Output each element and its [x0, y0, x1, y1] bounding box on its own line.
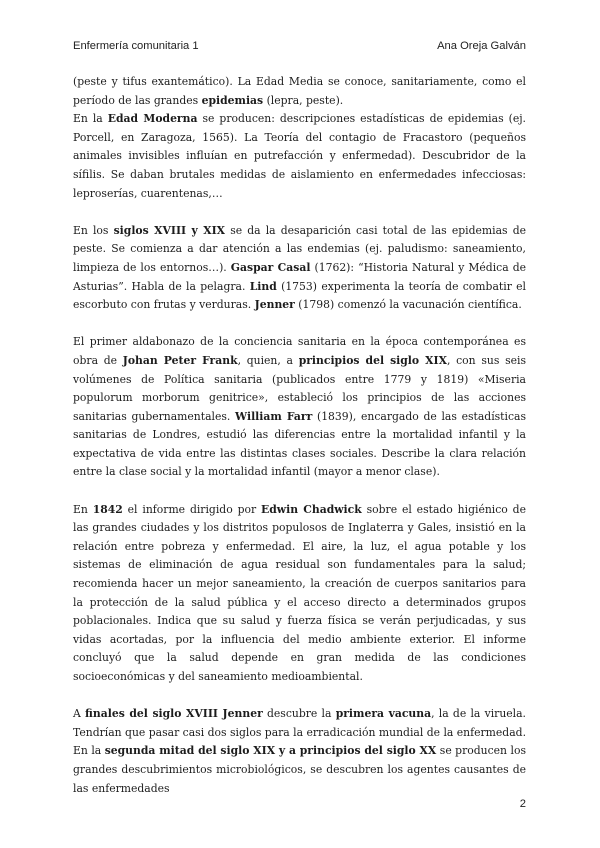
text-segment: , con sus seis volúmenes de Política sanitaria (publicados entre 1779 y 1819) «Miseria populorum morborum genitrice», estableció los principios de las acciones sanitarias gubernamentales.	[73, 353, 526, 423]
bold-text: Edad Moderna	[107, 112, 198, 126]
bold-text: epidemias	[201, 93, 264, 107]
paragraph	[73, 222, 526, 315]
text-segment: se producen los grandes descubrimientos microbiológicos, se descubren los agentes causantes de las enfermedades	[73, 744, 526, 795]
text-segment: (lepra, peste).	[263, 93, 344, 107]
header-author: Ana Oreja Galván	[437, 40, 526, 52]
text-segment: (1753) experimenta la teoría de combatir el escorbuto con frutas y verduras.	[73, 279, 526, 312]
text-segment: el informe dirigido por	[122, 502, 262, 516]
text-segment: En los	[73, 223, 114, 237]
text-segment: En la	[73, 112, 108, 126]
bold-text: Edwin Chadwick	[261, 502, 362, 516]
text-segment: En	[73, 502, 93, 516]
text-segment: (1798) comenzó la vacunación científica.	[294, 298, 522, 312]
bold-text: primera vacuna	[335, 707, 432, 721]
paragraph	[73, 110, 526, 203]
paragraph	[73, 705, 526, 798]
paragraph	[73, 501, 526, 687]
bold-text: 1842	[92, 502, 123, 516]
paragraph	[73, 333, 526, 482]
bold-text: segunda mitad del siglo XIX y a principios del siglo XX	[104, 744, 437, 758]
text-segment: (1839), encargado de las estadísticas sanitarias de Londres, estudió las diferencias entre la mortalidad infantil y la expectativa de vida entre las distintas clases sociales. Describe la clara relación entre la clase social y la mortalidad infantil (mayor a menor clase).	[73, 409, 527, 479]
bold-text: finales del siglo XVIII Jenner	[85, 707, 263, 721]
text-segment: A	[73, 707, 86, 721]
text-segment: sobre el estado higiénico de las grandes ciudades y los distritos populosos de Inglaterra y Gales, insistió en la relación entre pobreza y enfermedad. El aire, la luz, el agua potable y los sistemas de eliminación de agua residual son fundamentales para la salud; recomienda hacer un mejor saneamiento, la creación de cuerpos sanitarios para la protección de la salud pública y el acceso directo a determinados grupos poblacionales. Indica que su salud y fuerza física se verán perjudicadas, y sus vidas acortadas, por la influencia del medio ambiente exterior. El informe concluyó que la salud depende en gran medida de las condiciones socioeconómicas y del saneamiento medioambiental.	[73, 502, 526, 683]
header-course-title: Enfermería comunitaria 1	[73, 40, 199, 52]
text-segment: , la de la viruela. Tendrían que pasar casi dos siglos para la erradicación mundial de la enfermedad. En la	[73, 707, 526, 758]
bold-text: principios del siglo XIX	[298, 353, 447, 367]
text-segment: , quien, a	[237, 353, 299, 367]
text-segment: El primer aldabonazo de la conciencia sanitaria en la época contemporánea es obra de	[73, 335, 526, 367]
text-segment: se producen: descripciones estadísticas de epidemias (ej. Porcell, en Zaragoza, 1565). La Teoría del contagio de Fracastoro (pequeños animales invisibles influían en putrefacción y enfermedad). Descubridor de la sífilis. Se daban brutales medidas de aislamiento en enfermedades infecciosas: leproserías, cuarentenas,…	[73, 112, 526, 200]
page-number: 2	[519, 798, 526, 810]
paragraph-spacer	[73, 315, 526, 334]
bold-text: Gaspar Casal	[230, 260, 311, 274]
text-segment: (peste y tifus exantemático). La Edad Media se conoce, sanitariamente, como el período de las grandes	[73, 75, 526, 107]
paragraph-spacer	[73, 482, 526, 501]
bold-text: siglos XVIII y XIX	[113, 223, 226, 237]
page-header	[73, 40, 526, 52]
paragraph	[73, 73, 526, 110]
text-segment: (1762): “Historia Natural y Médica de Asturias”. Habla de la pelagra.	[73, 260, 526, 293]
paragraph-spacer	[73, 687, 526, 706]
text-segment: se da la desaparición casi total de las epidemias de peste. Se comienza a dar atención a las endemias (ej. paludismo: saneamiento, limpieza de los entornos…).	[73, 223, 526, 274]
document-body	[73, 73, 526, 798]
bold-text: Jenner	[254, 298, 295, 312]
bold-text: William Farr	[235, 409, 313, 423]
bold-text: Johan Peter Frank	[122, 353, 238, 367]
bold-text: Lind	[249, 279, 277, 293]
text-segment: descubre la	[262, 707, 336, 721]
paragraph-spacer	[73, 203, 526, 222]
